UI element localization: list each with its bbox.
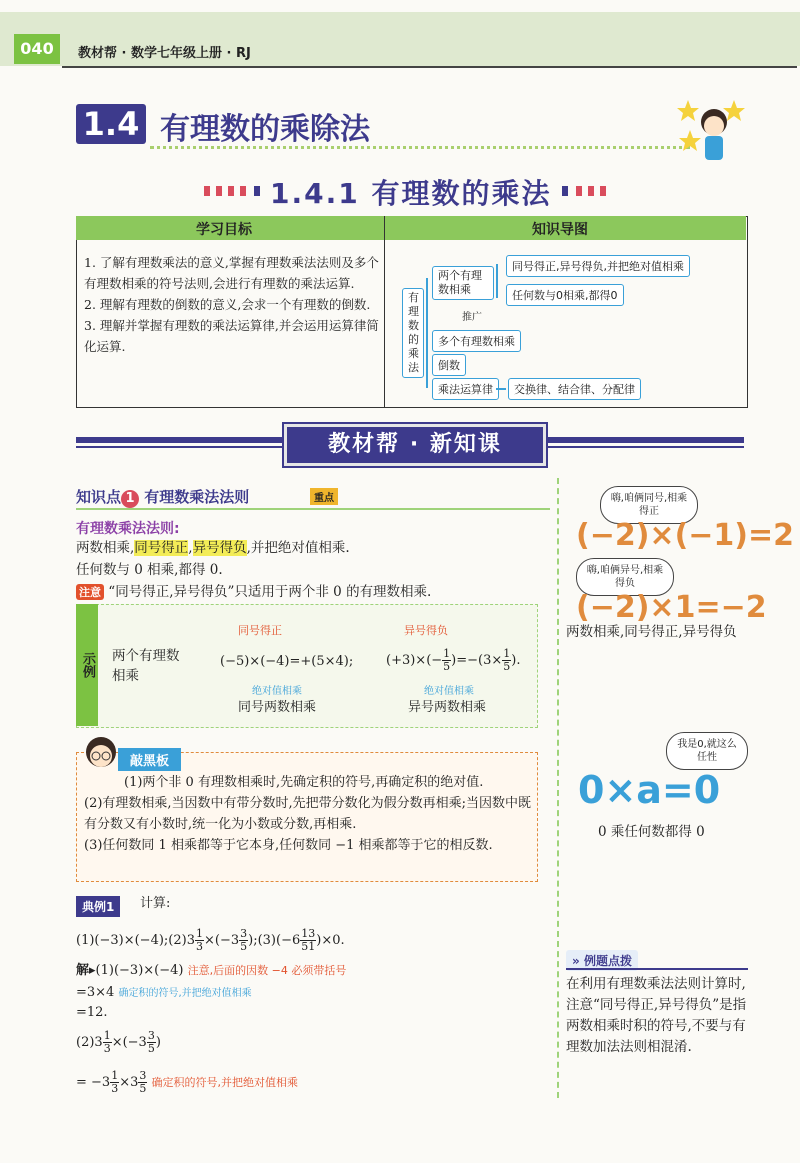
deco-squares-right	[562, 186, 622, 198]
side-caption: 两数相乘,同号得正,异号得负	[566, 624, 737, 640]
left-caption: 同号两数相乘	[238, 700, 317, 715]
column-divider	[557, 478, 559, 1098]
solution-line: = −3 $\frac{1}{3}$ ×3 $\frac{3}{5}$ 确定积的符号,并把绝对值相乘	[76, 1069, 299, 1095]
tip-underline	[566, 968, 748, 970]
mindmap-node: 同号得正,异号得负,并把绝对值相乘	[506, 255, 690, 277]
knowledge-underline	[76, 508, 550, 510]
book-title: 教材帮 · 数学七年级上册 · RJ	[78, 46, 251, 61]
new-lesson-banner: 教材帮 · 新知课	[284, 424, 546, 466]
mindmap-node: 乘法运算律	[432, 378, 499, 400]
header-divider	[62, 66, 797, 68]
goal-item: 1. 了解有理数乘法的意义,掌握有理数乘法法则及多个有理数相乘的符号法则,会进行有理数的乘法运算.	[84, 255, 379, 291]
title-underline	[150, 146, 690, 149]
cartoon-equation: (−2)×1=−2	[576, 590, 767, 625]
key-point: (1)两个非 0 有理数相乘时,先确定积的符号,再确定积的绝对值.	[124, 775, 484, 790]
goal-item: 2. 理解有理数的倒数的意义,会求一个有理数的倒数.	[84, 297, 371, 312]
solution-line: =3×4 确定积的符号,并把绝对值相乘	[76, 985, 252, 1000]
key-points-text	[84, 772, 532, 856]
handwritten-note: 注意,后面的因数 −4 必须带括号	[187, 964, 347, 977]
handwritten-note: 异号得负	[404, 624, 448, 637]
tip-title: » 例题点拨	[566, 950, 638, 971]
key-point: (3)任何数同 1 相乘都等于它本身,任何数同 −1 相乘都等于它的相反数.	[84, 838, 493, 853]
col-mindmap-title: 知识导图	[532, 222, 588, 238]
section-title: 有理数的乘除法	[160, 112, 370, 147]
mindmap	[390, 246, 742, 402]
example-side-label: 示例	[76, 604, 98, 726]
handwritten-note: 确定积的符号,并把绝对值相乘	[118, 988, 252, 999]
rule-line-2: 任何数与 0 相乘,都得 0.	[76, 562, 223, 578]
solution-line: =12.	[76, 1005, 108, 1020]
goals-list	[84, 252, 380, 357]
mindmap-node: 倒数	[432, 354, 466, 376]
mindmap-node: 任何数与0相乘,都得0	[506, 284, 624, 306]
mindmap-arrow-label: 推广	[462, 312, 482, 323]
cartoon-equation: 0×a=0	[578, 768, 721, 812]
col-goals-title: 学习目标	[196, 222, 252, 238]
highlight: 异号得负	[192, 540, 247, 556]
section-number: 1.4	[76, 104, 146, 144]
mindmap-node: 交换律、结合律、分配律	[508, 378, 641, 400]
note-line: 注意 “同号得正,异号得负”只适用于两个非 0 的有理数相乘.	[76, 582, 431, 602]
handwritten-note: 确定积的符号,并把绝对值相乘	[151, 1076, 299, 1089]
example-1-tag: 典例1	[76, 896, 120, 917]
knowledge-point-title: 知识点 1 有理数乘法法则	[76, 488, 250, 506]
subsection-title	[270, 172, 552, 212]
example-label: 两个有理数相乘	[112, 648, 180, 684]
key-badge: 重点	[310, 488, 338, 505]
key-point: (2)有理数相乘,当因数中有带分数时,先把带分数化为假分数再相乘;当因数中既有分数又有小数时,统一化为小数或分数,再相乘.	[84, 796, 532, 832]
handwritten-note: 绝对值相乘	[424, 686, 474, 697]
goal-item: 3. 理解并掌握有理数的乘法运算律,并会运用运算律简化运算.	[84, 318, 379, 354]
speech-bubble: 嗨,咱俩异号,相乘得负	[576, 558, 674, 596]
rule-line-1: 两数相乘,同号得正,异号得负,并把绝对值相乘.	[76, 540, 350, 556]
goals-table-divider	[384, 216, 385, 407]
right-caption: 异号两数相乘	[408, 700, 487, 715]
solution-line: 解▸(1)(−3)×(−4) 注意,后面的因数 −4 必须带括号	[76, 963, 347, 978]
subsection-name: 有理数的乘法	[371, 177, 552, 210]
key-points-title: 敲黑板	[118, 748, 181, 771]
knowledge-point-name: 有理数乘法法则	[144, 488, 250, 506]
side-caption: 0 乘任何数都得 0	[598, 824, 705, 840]
cartoon-equation: (−2)×(−1)=2	[576, 518, 795, 553]
tip-text: 在利用有理数乘法法则计算时,注意“同号得正,异号得负”是指两数相乘时积的符号,不要与有理数加法法则相混淆.	[566, 976, 747, 1055]
highlight: 同号得正	[134, 540, 189, 556]
deco-squares-left	[204, 186, 264, 198]
double-chevron-icon: »	[572, 954, 580, 968]
mindmap-node: 两个有理数相乘	[432, 266, 494, 300]
example-1-prompt: 计算:	[140, 896, 171, 911]
mindmap-root: 有理数的乘法	[402, 288, 424, 378]
solution-line: (2)3 $\frac{1}{3}$ ×(−3 $\frac{3}{5}$ )	[76, 1029, 161, 1055]
goals-table-header	[76, 216, 746, 240]
page-number: 040	[14, 34, 60, 64]
speech-bubble: 嗨,咱俩同号,相乘得正	[600, 486, 698, 524]
mindmap-node: 多个有理数相乘	[432, 330, 521, 352]
example-1-question: (1)(−3)×(−4);(2)3 $\frac{1}{3}$ ×(−3 $\frac{3}{5}$ );(3)(−6 $\frac{13}{51}$ )×0.	[76, 927, 345, 953]
handwritten-note: 同号得正	[238, 624, 282, 637]
knowledge-point-number: 1	[121, 490, 139, 508]
left-expression: (−5)×(−4)=+(5×4);	[220, 654, 354, 669]
speech-bubble: 我是0,就这么任性	[666, 732, 748, 770]
girl-mascot-icon	[676, 96, 746, 166]
rule-title: 有理数乘法法则:	[76, 521, 180, 537]
subsection-number: 1.4.1	[270, 177, 360, 210]
right-expression: (+3)×(− $\frac{1}{5}$ )=−(3× $\frac{1}{5}$ ).	[386, 647, 521, 673]
handwritten-note: 绝对值相乘	[252, 686, 302, 697]
note-badge: 注意	[76, 584, 104, 600]
